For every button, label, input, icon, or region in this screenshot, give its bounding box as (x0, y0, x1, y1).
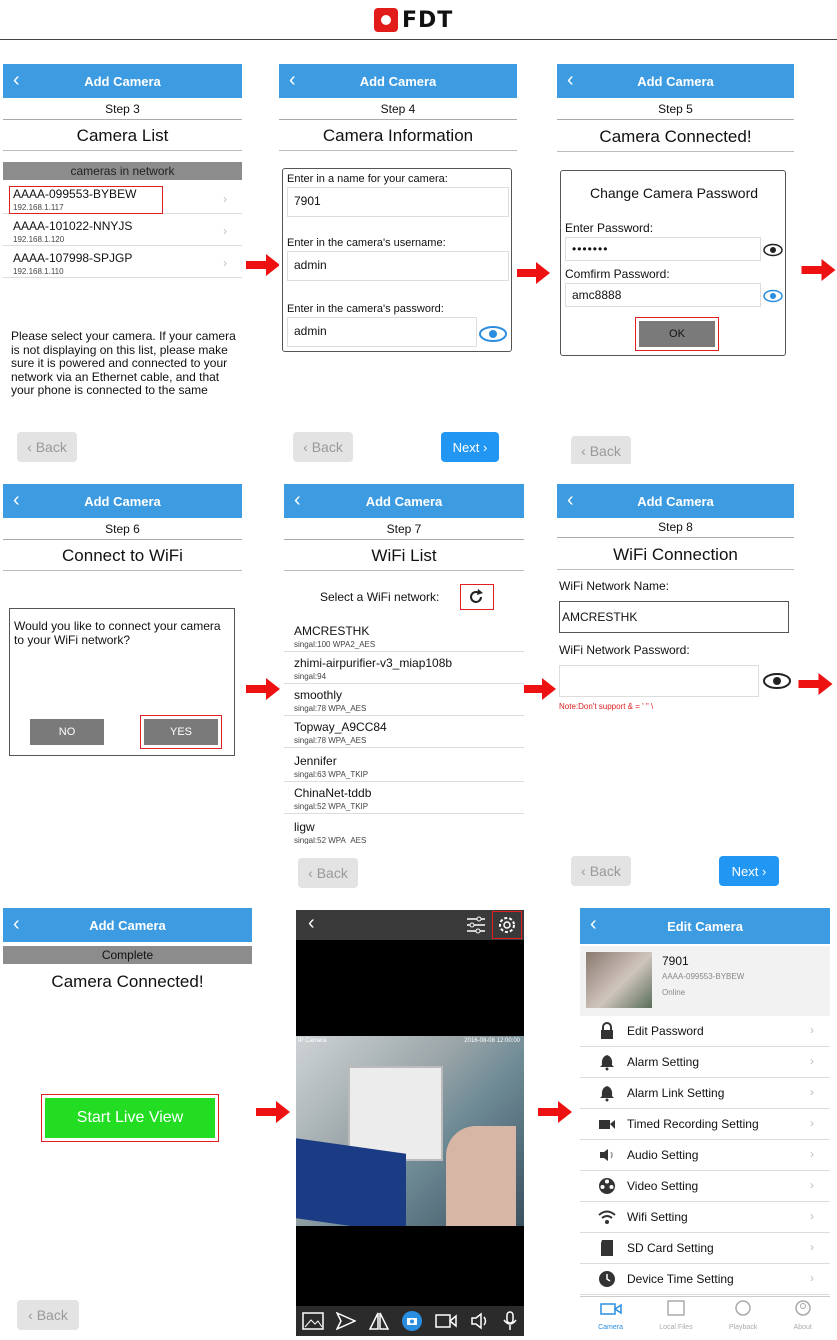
back-chevron-icon[interactable]: ‹ (13, 913, 20, 935)
back-label: Back (311, 439, 343, 455)
enter-password-input[interactable]: ••••••• (565, 237, 761, 261)
camera-name: 7901 (662, 954, 689, 968)
step-label: Step 4 (279, 102, 517, 120)
mirror-icon[interactable] (369, 1312, 389, 1330)
camera-row[interactable] (3, 216, 242, 246)
wifi-row[interactable] (284, 818, 524, 844)
yes-button[interactable]: YES (144, 719, 218, 745)
wifi-signal: singal:63 WPA_TKIP (294, 770, 369, 779)
nav-title: Add Camera (637, 73, 714, 89)
password-label: Enter in the camera's password: (287, 303, 444, 315)
panel-live-view (296, 910, 524, 1336)
brand-name: FDT (402, 7, 454, 33)
settings-label: Wifi Setting (627, 1210, 688, 1224)
video-icon (598, 1115, 616, 1133)
page-title: Camera Connected! (557, 127, 794, 152)
user-icon (794, 1300, 812, 1316)
back-label: Back (36, 1307, 68, 1323)
osd-time: 2016-08-08 12:00:00 (464, 1038, 520, 1044)
camera-summary[interactable] (580, 946, 830, 1016)
speaker-icon[interactable] (470, 1312, 490, 1330)
enter-password-label: Enter Password: (565, 221, 654, 235)
image-icon[interactable] (302, 1312, 324, 1330)
page-title: Connect to WiFi (3, 546, 242, 571)
page-title: WiFi List (284, 546, 524, 571)
back-button[interactable]: ‹ Back (571, 436, 631, 464)
panel-step8-wifi-connection (557, 484, 794, 890)
nav-title: Add Camera (89, 917, 166, 933)
wifi-row[interactable] (284, 718, 524, 748)
chevron-right-icon: › (223, 256, 227, 270)
camera-status: Online (662, 988, 686, 997)
change-password-dialog (560, 170, 786, 356)
chevron-right-icon: › (223, 224, 227, 238)
person-image (446, 1126, 516, 1226)
step-label: Step 7 (284, 522, 524, 540)
settings-label: Video Setting (627, 1179, 699, 1193)
image-icon (667, 1300, 685, 1316)
live-toolbar (296, 1306, 524, 1336)
back-chevron-icon[interactable]: ‹ (294, 489, 301, 511)
tab-label: About (793, 1323, 812, 1331)
tab-label: Camera (598, 1323, 624, 1331)
eye-icon[interactable] (479, 325, 507, 343)
password-note: Note:Don't support & = ' " \ (559, 702, 654, 711)
arrow-right-icon (797, 673, 834, 695)
page-title: Camera Information (279, 126, 517, 151)
tab-about[interactable] (794, 1300, 812, 1334)
back-button[interactable]: ‹ Back (17, 1300, 79, 1330)
panel-step5-camera-connected (557, 64, 794, 464)
name-label: Enter in a name for your camera: (287, 173, 448, 185)
username-input[interactable]: admin (287, 251, 509, 281)
clock-icon (598, 1270, 616, 1288)
section-header: cameras in network (3, 162, 242, 180)
back-button[interactable]: ‹ Back (17, 432, 77, 462)
eye-icon[interactable] (763, 672, 791, 690)
panel-complete (3, 908, 252, 1336)
dialog-title: Change Camera Password (589, 185, 759, 201)
confirm-password-input[interactable]: amc8888 (565, 283, 761, 307)
wifi-name: ChinaNet-tddb (294, 786, 372, 800)
settings-row[interactable] (580, 1078, 830, 1109)
live-top-bar (296, 910, 524, 940)
eye-icon[interactable] (763, 243, 783, 257)
back-chevron-icon[interactable]: ‹ (567, 69, 574, 91)
wifi-name: AMCRESTHK (294, 624, 370, 638)
highlight-box (635, 317, 719, 351)
password-input[interactable]: admin (287, 317, 477, 347)
back-chevron-icon[interactable]: ‹ (590, 913, 597, 935)
panel-step4-camera-info (279, 64, 517, 464)
no-button[interactable]: NO (30, 719, 104, 745)
settings-label: Alarm Link Setting (627, 1086, 725, 1100)
send-icon[interactable] (336, 1312, 356, 1330)
ssid-label: WiFi Network Name: (559, 579, 670, 593)
camera-thumbnail (586, 952, 652, 1008)
dialog-question: Would you like to connect your camera to your WiFi network? (14, 619, 221, 647)
back-label: Back (35, 439, 67, 455)
nav-bar (279, 64, 517, 98)
wifi-name: Jennifer (294, 754, 337, 768)
ssid-input[interactable]: AMCRESTHK (559, 601, 789, 633)
arrow-right-icon (538, 1101, 572, 1123)
sd-card-icon (598, 1239, 616, 1257)
settings-row[interactable] (580, 1016, 830, 1047)
nav-bar (557, 64, 794, 98)
nav-title: Add Camera (637, 493, 714, 509)
nav-bar (3, 484, 242, 518)
settings-label: Timed Recording Setting (627, 1117, 759, 1131)
settings-row[interactable] (580, 1140, 830, 1171)
microphone-icon[interactable] (502, 1311, 518, 1331)
tab-label: Playback (728, 1323, 758, 1331)
back-chevron-icon[interactable]: ‹ (308, 912, 315, 934)
settings-row[interactable] (580, 1047, 830, 1078)
panel-step7-wifi-list (284, 484, 524, 890)
step-label: Step 6 (3, 522, 242, 540)
back-chevron-icon[interactable]: ‹ (13, 69, 20, 91)
chevron-right-icon: › (810, 1054, 814, 1068)
back-chevron-icon[interactable]: ‹ (567, 489, 574, 511)
chevron-right-icon: › (810, 1271, 814, 1285)
settings-label: SD Card Setting (627, 1241, 714, 1255)
chevron-right-icon: › (810, 1023, 814, 1037)
camera-name-input[interactable]: 7901 (287, 187, 509, 217)
next-button[interactable]: Next › (719, 856, 779, 886)
step-label: Complete (3, 946, 252, 964)
speaker-icon (598, 1146, 616, 1164)
camera-ip: 192.168.1.117 (13, 203, 64, 212)
wifi-row[interactable] (284, 622, 524, 652)
wifi-signal: singal:78 WPA_AES (294, 704, 367, 713)
camera-name: AAAA-101022-NNYJS (13, 219, 133, 233)
settings-row[interactable] (580, 1109, 830, 1140)
select-network-label: Select a WiFi network: (320, 590, 440, 604)
wifi-row[interactable] (284, 784, 524, 814)
ok-button[interactable]: OK (639, 321, 715, 347)
tab-playback[interactable] (729, 1300, 757, 1334)
highlight-box (460, 584, 494, 610)
header-divider (0, 39, 837, 40)
bell-icon (598, 1053, 616, 1071)
wifi-signal: singal:52 WPA_AES (294, 836, 367, 844)
arrow-right-icon (256, 1101, 290, 1123)
camera-snapshot-icon[interactable] (401, 1310, 423, 1332)
camera-ip: 192.168.1.110 (13, 267, 64, 276)
nav-title: Add Camera (365, 493, 443, 509)
arrow-right-icon (246, 254, 280, 276)
next-label: Next (731, 863, 759, 879)
fdt-logo-icon (374, 8, 398, 32)
osd-label: IP Camera (298, 1038, 327, 1044)
wifi-name: zhimi-airpurifier-v3_miap108b (294, 656, 453, 670)
nav-bar (3, 64, 242, 98)
live-video-feed[interactable] (296, 1036, 524, 1226)
panel-edit-camera (580, 908, 830, 1336)
camera-icon (600, 1300, 622, 1316)
nav-bar (3, 908, 252, 942)
brand-logo (374, 6, 464, 34)
bell-icon (598, 1084, 616, 1102)
wifi-name: smoothly (294, 688, 343, 702)
wifi-password-label: WiFi Network Password: (559, 643, 690, 657)
arrow-right-icon (800, 259, 837, 281)
eye-icon[interactable] (763, 289, 783, 303)
wifi-signal: singal:52 WPA_TKIP (294, 802, 369, 811)
next-button[interactable]: Next › (441, 432, 499, 462)
monitor-image (296, 1138, 406, 1226)
page-title: Camera Connected! (51, 972, 204, 991)
step-label: Step 8 (557, 520, 794, 538)
wifi-question-dialog (9, 608, 235, 756)
wifi-signal: singal:100 WPA2_AES (294, 640, 376, 649)
wifi-name: Topway_A9CC84 (294, 720, 387, 734)
wifi-row[interactable] (284, 752, 524, 782)
page-title: Camera List (3, 126, 242, 151)
back-button[interactable]: ‹ Back (571, 856, 631, 886)
settings-row[interactable] (580, 1233, 830, 1264)
highlight-box (41, 1094, 219, 1142)
back-label: Back (316, 865, 348, 881)
settings-label: Audio Setting (627, 1148, 699, 1162)
arrow-right-icon (246, 678, 280, 700)
back-button[interactable]: ‹ Back (293, 432, 353, 462)
tab-camera[interactable] (598, 1300, 623, 1334)
wifi-row[interactable] (284, 686, 524, 716)
nav-title: Edit Camera (667, 918, 743, 934)
nav-bar (557, 484, 794, 518)
help-text: Please select your camera. If your camera is not displaying on this list, please make sure it is powered and connected to your network via an Ethernet cable, and that your phone is connected to the same (11, 329, 236, 397)
chevron-right-icon: › (810, 1147, 814, 1161)
nav-bar (580, 908, 830, 944)
chevron-right-icon: › (810, 1209, 814, 1223)
arrow-right-icon (522, 678, 556, 700)
confirm-password-label: Comfirm Password: (565, 267, 670, 281)
chevron-right-icon: › (810, 1085, 814, 1099)
panel-step3-camera-list (3, 64, 242, 464)
start-live-view-button[interactable]: Start Live View (45, 1098, 215, 1138)
camera-ip: 192.168.1.120 (13, 235, 65, 244)
film-reel-icon (734, 1300, 752, 1316)
panel-step6-connect-wifi (3, 484, 242, 890)
highlight-box (9, 186, 163, 214)
settings-row[interactable] (580, 1264, 830, 1295)
video-record-icon[interactable] (435, 1313, 457, 1329)
settings-label: Edit Password (627, 1024, 704, 1038)
tab-label: Local Files (659, 1323, 693, 1331)
film-reel-icon (598, 1177, 616, 1195)
camera-name: AAAA-107998-SPJGP (13, 251, 133, 265)
nav-title: Add Camera (359, 73, 437, 89)
highlight-box (140, 715, 222, 749)
wifi-row[interactable] (284, 654, 524, 684)
nav-title: Add Camera (84, 73, 161, 89)
camera-row[interactable] (3, 248, 242, 278)
next-label: Next (452, 439, 480, 455)
settings-row[interactable] (580, 1171, 830, 1202)
info-form (282, 168, 512, 352)
wifi-password-input[interactable] (559, 665, 759, 697)
wifi-signal: singal:94 (294, 672, 327, 681)
back-button[interactable]: ‹ Back (298, 858, 358, 888)
settings-label: Device Time Setting (627, 1272, 734, 1286)
settings-row[interactable] (580, 1202, 830, 1233)
nav-title: Add Camera (84, 493, 161, 509)
back-label: Back (589, 443, 621, 459)
wifi-signal: singal:78 WPA_AES (294, 736, 367, 745)
chevron-right-icon: › (810, 1240, 814, 1254)
chevron-right-icon: › (810, 1116, 814, 1130)
settings-label: Alarm Setting (627, 1055, 700, 1069)
camera-id: AAAA-099553-BYBEW (662, 972, 745, 981)
tab-local-files[interactable] (659, 1300, 692, 1334)
wifi-name: ligw (294, 820, 315, 834)
chevron-right-icon: › (223, 192, 227, 206)
page-title: WiFi Connection (557, 545, 794, 570)
chevron-right-icon: › (810, 1178, 814, 1192)
step-label: Step 3 (3, 102, 242, 120)
back-label: Back (589, 863, 621, 879)
back-chevron-icon[interactable]: ‹ (289, 69, 296, 91)
arrow-right-icon (516, 262, 550, 284)
wifi-icon (598, 1208, 616, 1226)
nav-bar (284, 484, 524, 518)
tab-bar (580, 1296, 830, 1336)
sliders-icon[interactable] (466, 916, 486, 934)
camera-name: AAAA-099553-BYBEW (13, 187, 137, 201)
step-label: Step 5 (557, 102, 794, 120)
back-chevron-icon[interactable]: ‹ (13, 489, 20, 511)
highlight-box (492, 911, 522, 939)
username-label: Enter in the camera's username: (287, 237, 446, 249)
lock-icon (598, 1022, 616, 1040)
